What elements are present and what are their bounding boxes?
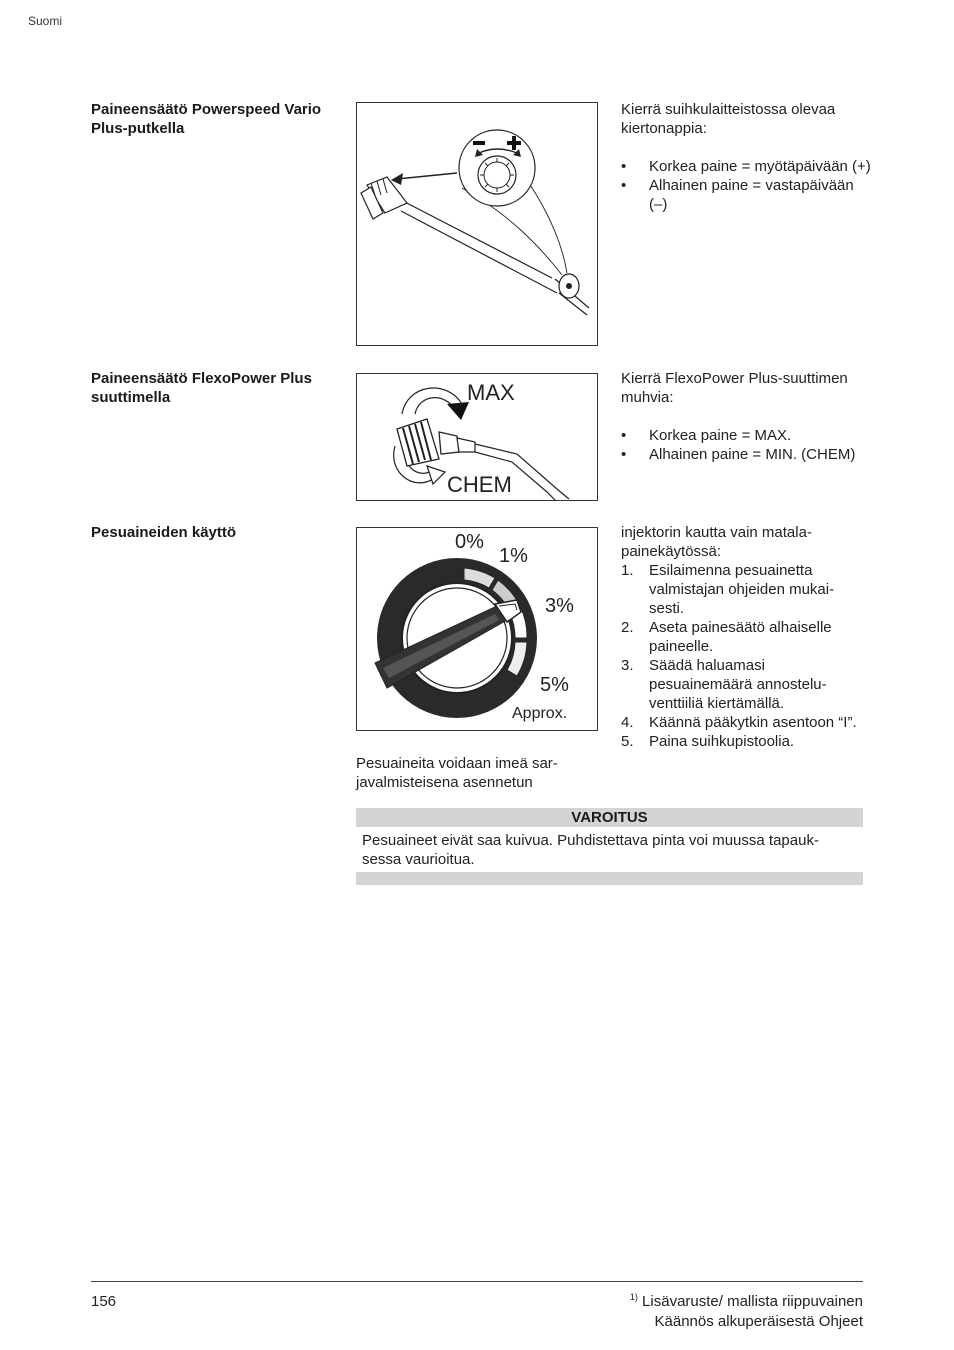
language-label: Suomi [28,14,63,28]
list-item: 1. Esilaimenna pesuainetta valmistajan ohjeiden mukai- sesti. [621,562,835,617]
label-0-percent: 0% [455,531,484,553]
list-item: 2. Aseta painesäätö alhaiselle paineelle. [621,619,832,655]
flexopower-intro: Kierrä FlexoPower Plus-suuttimen muhvia: [621,370,848,406]
powerspeed-bullet-list [621,157,871,214]
label-max: MAX [467,380,515,405]
label-5-percent: 5% [540,674,569,696]
section-title-detergent: Pesuaineiden käyttö [91,524,237,541]
list-item: 4. Käännä pääkytkin asentoon “I”. [621,714,857,731]
figure-powerspeed [356,102,598,346]
spray-lance-rotary-knob-icon [357,103,597,345]
detergent-intro: injektorin kautta vain matala- painekäytössä: [621,524,812,560]
label-approx: Approx. [512,705,568,722]
list-item: 3. Säädä haluamasi pesuainemäärä annostelu- venttiiliä kiertämällä. [621,657,827,712]
list-item: • Korkea paine = myötäpäivään (+) [621,158,871,175]
warning-text: Pesuaineet eivät saa kuivua. Puhdistettava pinta voi muussa tapauk- sessa vaurioitua. [362,832,819,868]
label-1-percent: 1% [499,545,528,567]
flexopower-bullet-list [621,426,871,464]
figure-flexopower [356,373,598,501]
list-item: • Korkea paine = MAX. [621,427,792,444]
label-3-percent: 3% [545,595,574,617]
section-title-flexopower: Paineensäätö FlexoPower Plus suuttimella [91,370,312,406]
figure-detergent-dial [356,527,598,731]
warning-footer-bar [356,872,863,885]
warning-heading: VAROITUS [356,808,863,827]
page-number: 156 [91,1293,117,1310]
list-item: 5. Paina suihkupistoolia. [621,733,795,750]
footnote-marker: 1) [629,1292,638,1302]
detergent-caption: Pesuaineita voidaan imeä sar- javalmisteisena asennetun [356,755,558,791]
footnote-text: Lisävaruste/ mallista riippuvainen [642,1293,863,1310]
list-item: • Alhainen paine = MIN. (CHEM) [621,446,856,463]
translation-note: Käännös alkuperäisestä Ohjeet [654,1313,863,1330]
footer-divider [91,1281,863,1282]
powerspeed-intro: Kierrä suihkulaitteistossa olevaa kiertonappia: [621,101,836,137]
detergent-step-list [621,561,861,751]
footer-notes [560,1292,863,1332]
list-item: • Alhainen paine = vastapäivään (–) [621,177,854,213]
label-chem: CHEM [447,472,512,497]
section-title-powerspeed: Paineensäätö Powerspeed Vario Plus-putkella [91,101,322,137]
